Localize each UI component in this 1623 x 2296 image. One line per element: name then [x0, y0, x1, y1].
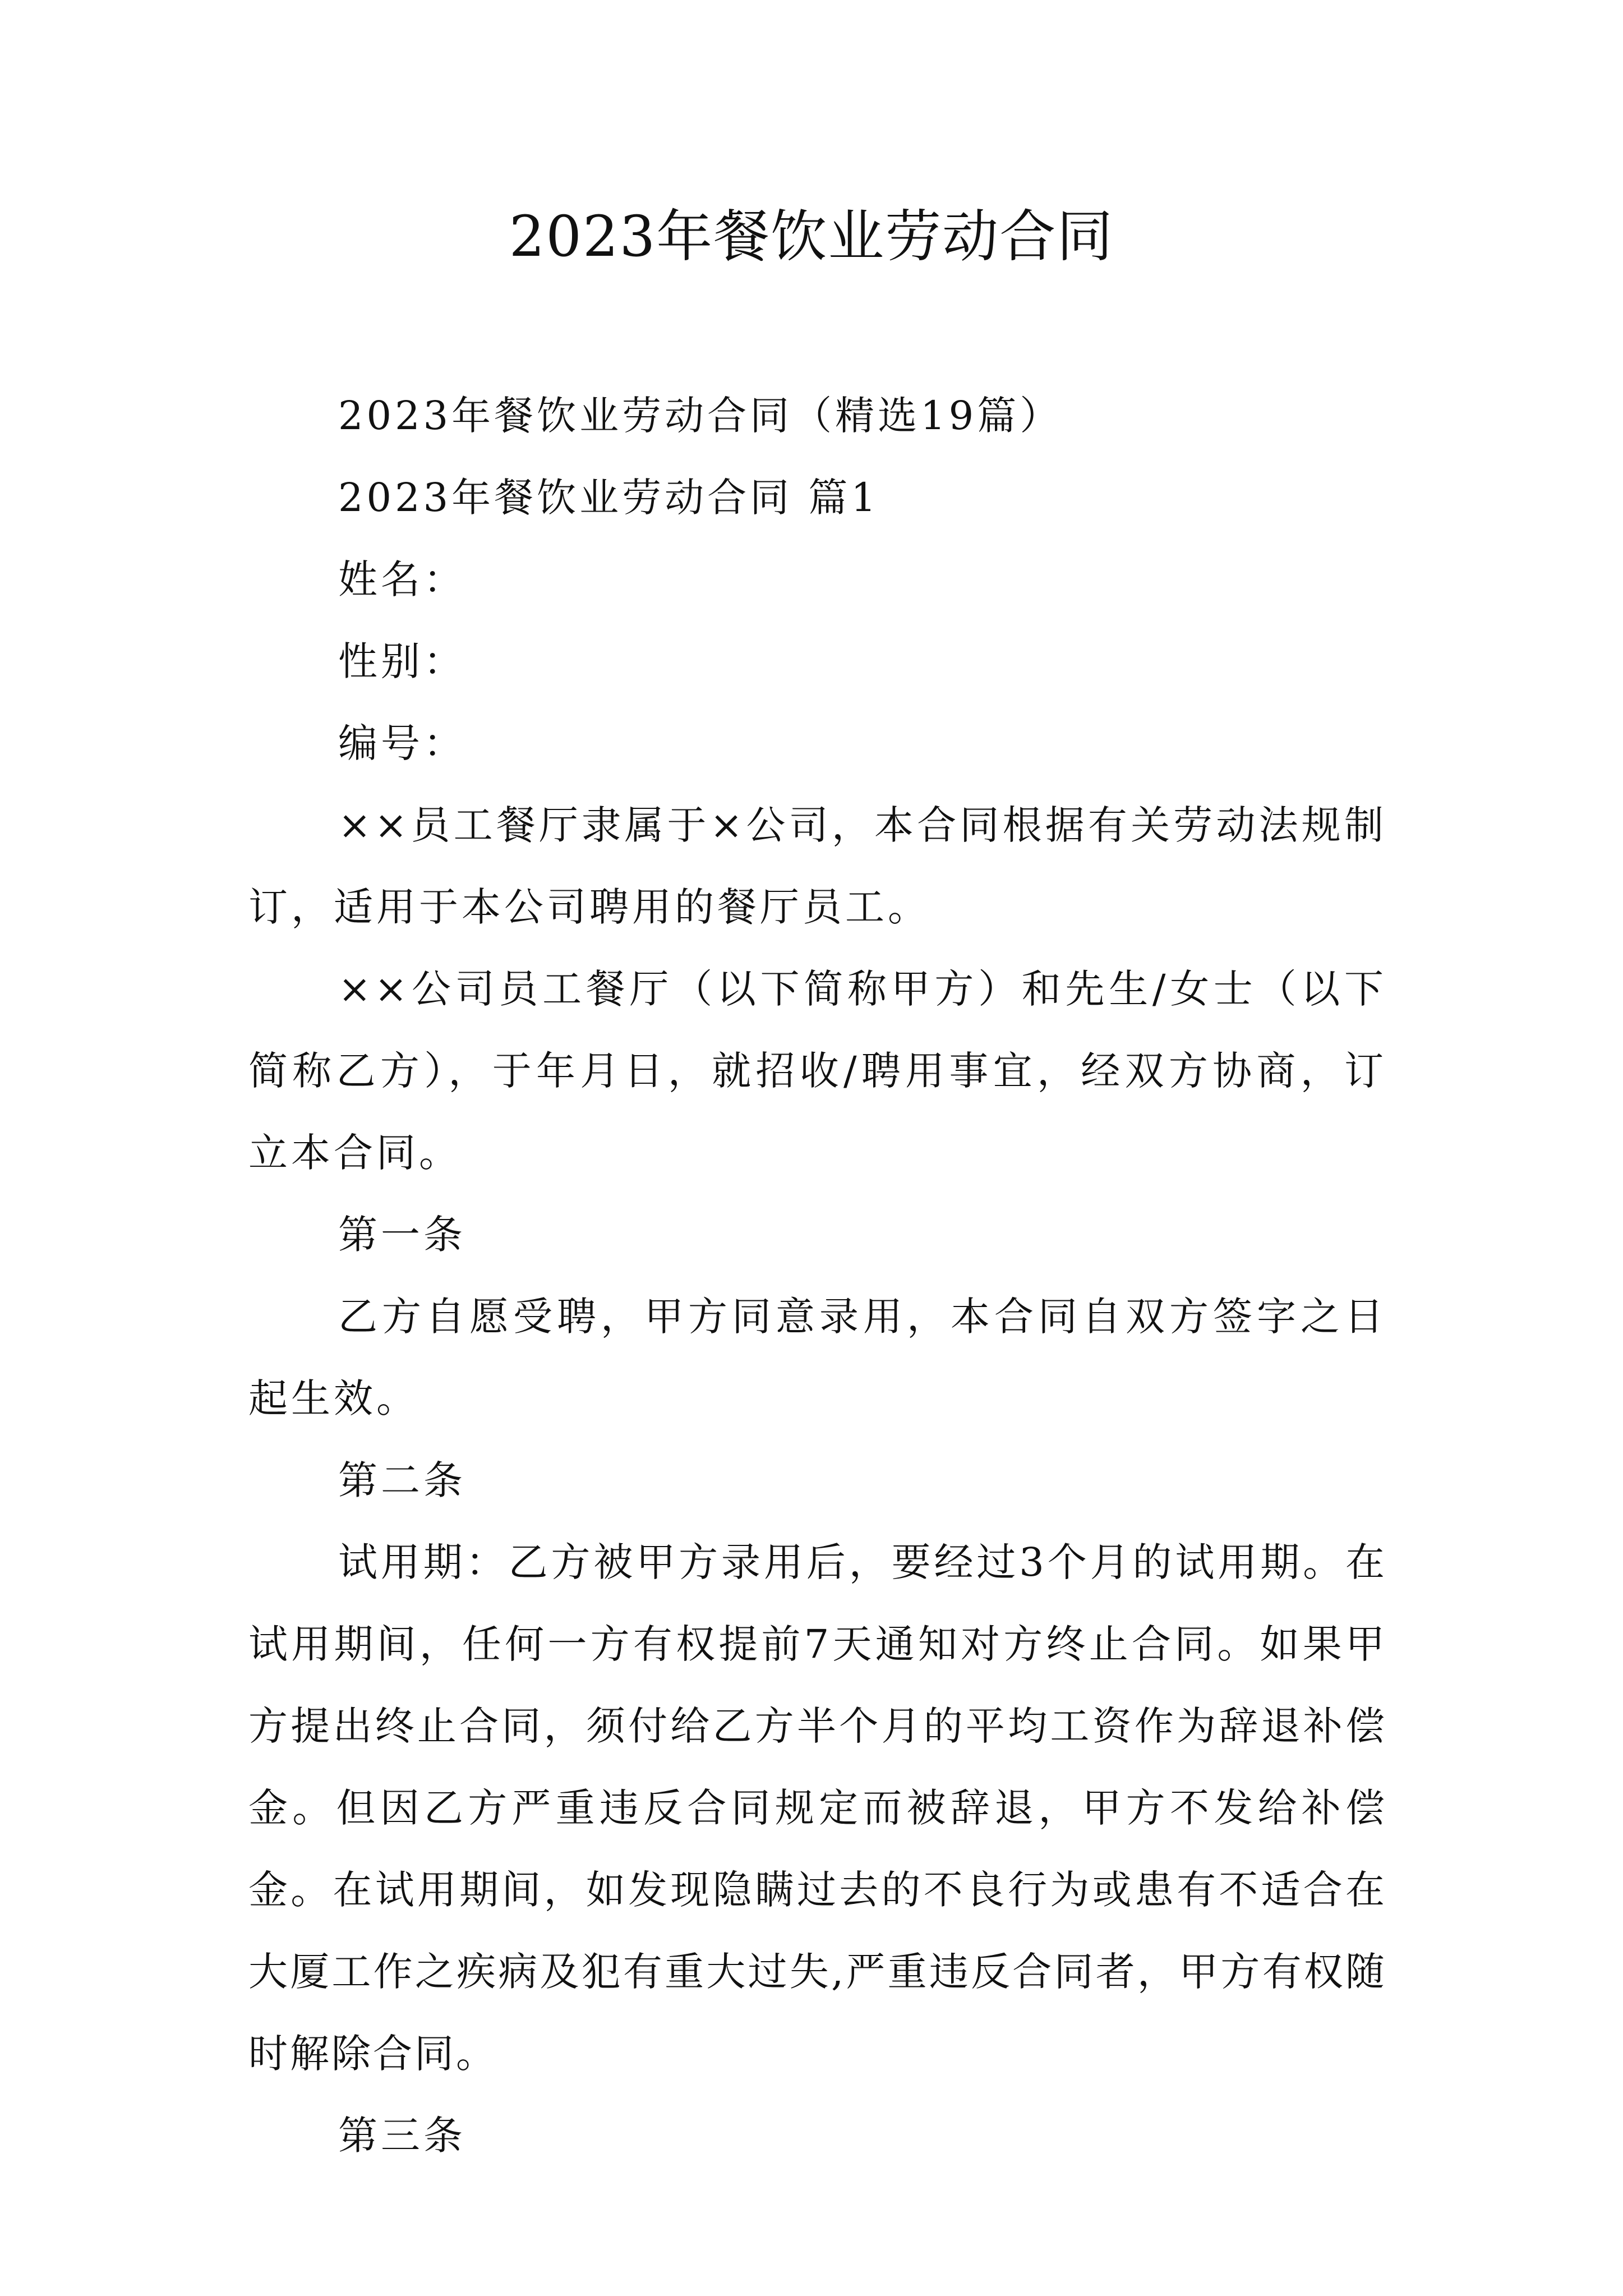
- section-heading: 2023年餐饮业劳动合同 篇1: [338, 475, 879, 521]
- field-number: 编号：: [338, 720, 466, 766]
- article-1-heading: 第一条: [338, 1212, 466, 1258]
- field-name: 姓名：: [338, 556, 466, 602]
- article-3-heading: 第三条: [338, 2113, 466, 2159]
- intro-paragraph: ××员工餐厅隶属于×公司，本合同根据有关劳动法规制订，适用于本公司聘用的餐厅员工。: [248, 802, 1387, 930]
- collection-subtitle: 2023年餐饮业劳动合同（精选19篇）: [338, 393, 1063, 439]
- document-title: 2023年餐饮业劳动合同: [509, 204, 1114, 269]
- article-2-text: 试用期：乙方被甲方录用后，要经过3个月的试用期。在试用期间，任何一方有权提前7天通知对方终止合同。如果甲方提出终止合同，须付给乙方半个月的平均工资作为辞退补偿金。但因乙方严重违反合同规定而被辞退，甲方不发给补偿金。在试用期间，如发现隐瞒过去的不良行为或患有不适合在大厦工作之疾病及犯有重大过失,严重违反合同者，甲方有权随时解除合同。: [248, 1539, 1387, 2077]
- field-gender: 性别：: [338, 638, 466, 684]
- document-body: [248, 375, 1387, 2177]
- article-2-heading: 第二条: [338, 1457, 466, 1503]
- parties-paragraph: ××公司员工餐厅（以下简称甲方）和先生/女士（以下简称乙方），于年月日，就招收/聘用事宜，经双方协商，订立本合同。: [248, 966, 1387, 1176]
- article-1-text: 乙方自愿受聘，甲方同意录用，本合同自双方签字之日起生效。: [248, 1294, 1387, 1421]
